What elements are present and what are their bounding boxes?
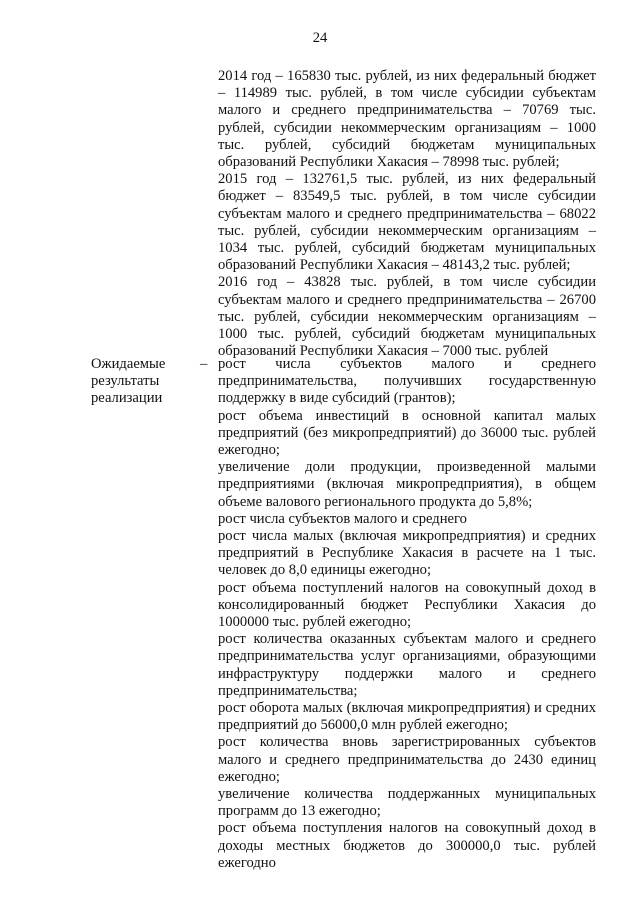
result-item: рост количества оказанных субъектам малого и среднего предпринимательства услуг организациями, образующими инфраструктуру поддержки малого и среднего предпринимательства; — [218, 631, 596, 699]
funding-2016-paragraph: 2016 год – 43828 тыс. рублей, в том числе субсидии субъектам малого и среднего предпринимательства – 26700 тыс. рублей, субсидии некоммерческим организациям – 1000 тыс. рублей, субсидий бюджетам муниципальных образований Республики Хакасия – 7000 тыс. рублей — [218, 274, 596, 360]
result-item: рост количества вновь зарегистрированных субъектов малого и среднего предпринимательства до 2430 единиц ежегодно; — [218, 734, 596, 785]
funding-2015-paragraph: 2015 год – 132761,5 тыс. рублей, из них федеральный бюджет – 83549,5 тыс. рублей, в том числе субсидии субъектам малого и среднего предпринимательства – 68022 тыс. рублей, субсидии некоммерческим организациям – 1034 тыс. рублей, субсидий бюджетам муниципальных образований Республики Хакасия – 48143,2 тыс. рублей; — [218, 171, 596, 274]
result-item: увеличение доли продукции, произведенной малыми предприятиями (включая микропредприятия), в общем объеме валового регионального продукта до 5,8%; — [218, 459, 596, 510]
result-item: рост объема поступления налогов на совокупный доход в доходы местных бюджетов до 300000,0 тыс. рублей ежегодно — [218, 820, 596, 871]
page-number: 24 — [312, 30, 328, 46]
funding-2014-paragraph: 2014 год – 165830 тыс. рублей, из них федеральный бюджет – 114989 тыс. рублей, в том числе субсидии субъектам малого и среднего предпринимательства – 70769 тыс. рублей, субсидии некоммерческим организациям – 1000 тыс. рублей, субсидий бюджетам муниципальных образований Республики Хакасия – 78998 тыс. рублей; — [218, 68, 596, 171]
result-item: рост объема поступлений налогов на совокупный доход в консолидированный бюджет Республики Хакасия до 1000000 тыс. рублей ежегодно; — [218, 579, 596, 631]
results-dash: – — [200, 356, 208, 372]
result-item: рост оборота малых (включая микропредприятия) и средних предприятий до 56000,0 млн рублей ежегодно; — [218, 700, 596, 734]
funding-section — [218, 68, 596, 360]
result-item: рост числа субъектов малого и среднего предпринимательства, получивших государственную поддержку в виде субсидий (грантов); — [218, 356, 596, 407]
results-section — [218, 356, 596, 872]
result-item: рост числа субъектов малого и среднего — [218, 510, 467, 527]
result-item: рост объема инвестиций в основной капитал малых предприятий (без микропредприятий) до 36000 тыс. рублей ежегодно; — [218, 407, 596, 459]
results-label: Ожидаемые результаты реализации — [91, 356, 166, 407]
result-item: рост числа малых (включая микропредприятия) и средних предприятий в Республике Хакасия в расчете на 1 тыс. человек до 8,0 единицы ежегодно; — [218, 528, 596, 579]
result-item: увеличение количества поддержанных муниципальных программ до 13 ежегодно; — [218, 786, 596, 820]
